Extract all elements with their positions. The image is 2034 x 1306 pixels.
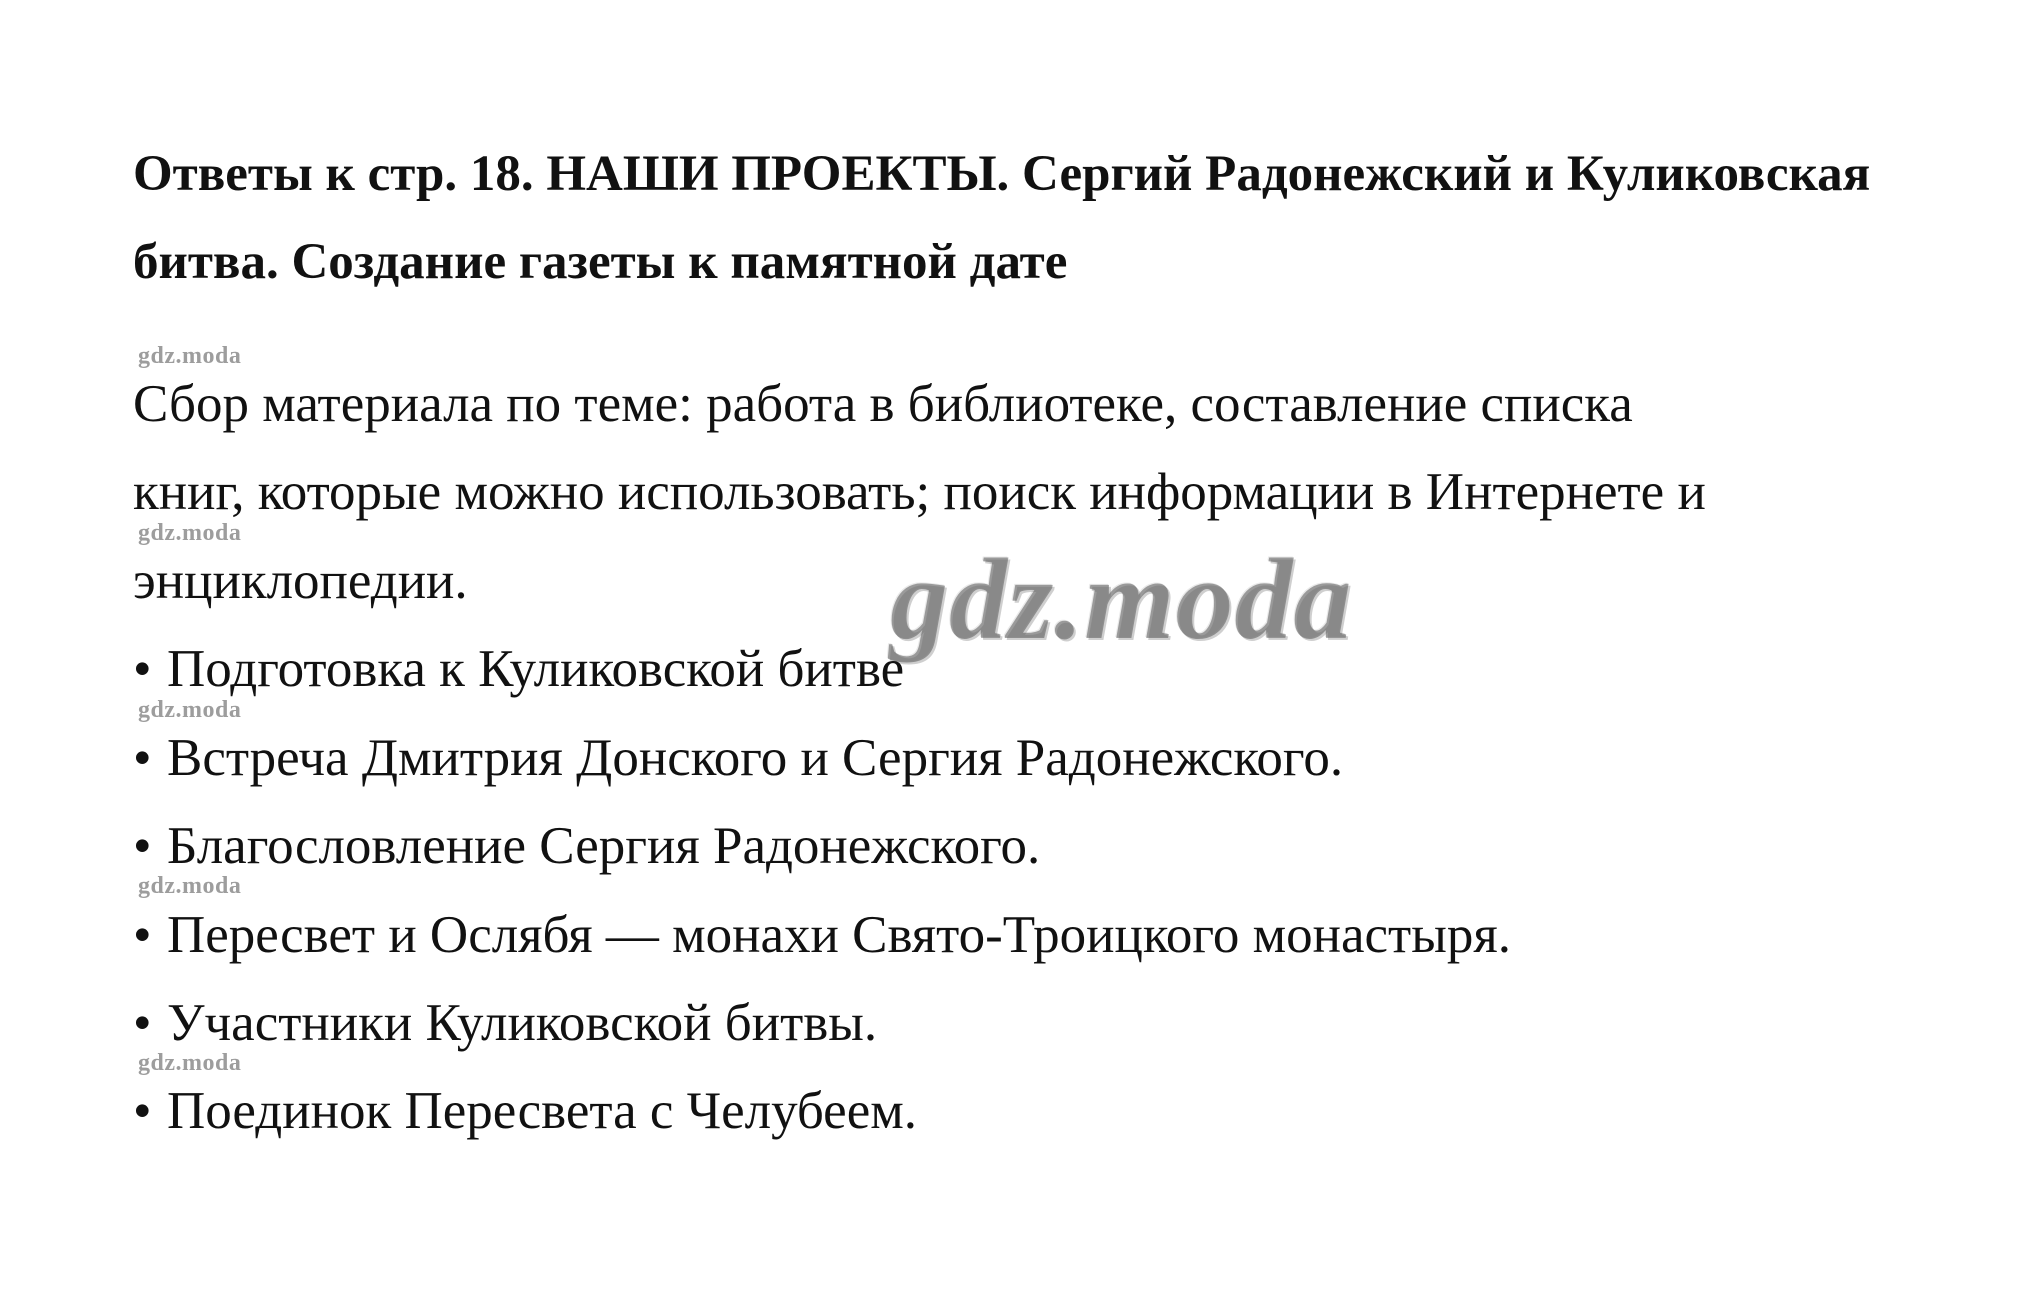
bullet-mark: • (133, 994, 152, 1052)
intro-line: книг, которые можно использовать; поиск информации в Интернете и (133, 463, 1706, 521)
bullet-mark: • (133, 640, 152, 698)
bullet-text: Поединок Пересвета с Челубеем. (167, 1082, 918, 1140)
bullet-text: Подготовка к Куликовской битве (167, 640, 905, 698)
bullet-item (133, 814, 1040, 878)
bullet-item (133, 726, 1343, 790)
bullet-mark: • (133, 729, 152, 787)
bullet-text: Встреча Дмитрия Донского и Сергия Радонежского. (167, 729, 1344, 787)
bullet-item (133, 903, 1511, 967)
bullet-text: Пересвет и Ослябя — монахи Свято-Троицкого монастыря. (167, 906, 1511, 964)
page-title: Ответы к стр. 18. НАШИ ПРОЕКТЫ. Сергий Радонежский и Куликовская битва. Создание газеты к памятной дате (133, 146, 1871, 290)
bullet-item (133, 1079, 917, 1143)
bullet-text: Участники Куликовской битвы. (167, 994, 878, 1052)
bullet-mark: • (133, 1082, 152, 1140)
watermark-small: gdz.moda (138, 873, 242, 899)
watermark-small: gdz.moda (138, 1050, 242, 1076)
bullet-item (133, 991, 877, 1055)
watermark-small: gdz.moda (138, 520, 242, 546)
bullet-mark: • (133, 817, 152, 875)
bullet-text: Благословление Сергия Радонежского. (167, 817, 1041, 875)
watermark-small: gdz.moda (138, 343, 242, 369)
intro-line: Сбор материала по теме: работа в библиотеке, составление списка (133, 375, 1633, 433)
watermark-large: gdz.moda (890, 536, 1353, 664)
bullet-mark: • (133, 906, 152, 964)
bullet-item (133, 637, 904, 701)
intro-line: энциклопедии. (133, 552, 468, 610)
watermark-small: gdz.moda (138, 697, 242, 723)
